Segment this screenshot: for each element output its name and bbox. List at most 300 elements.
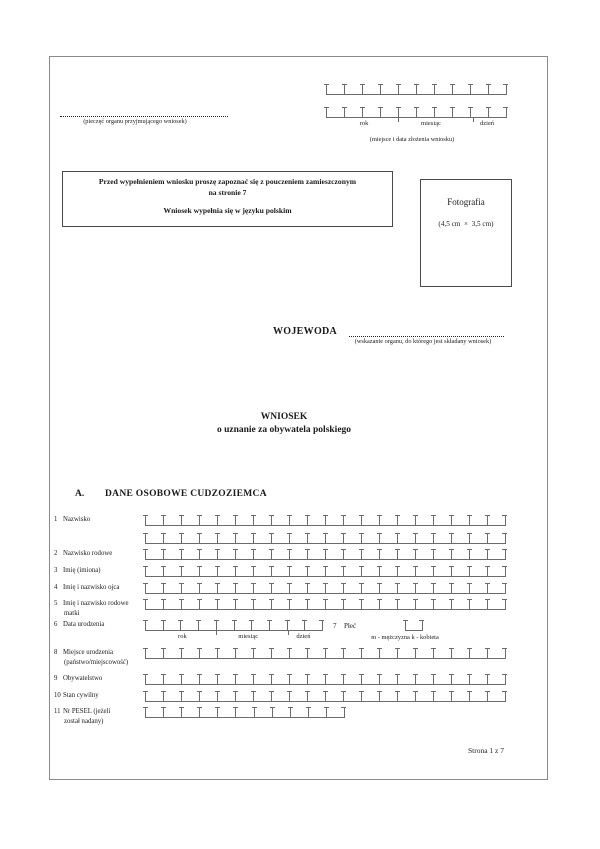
char-cell <box>163 599 181 609</box>
char-cell <box>433 566 451 576</box>
sex-field-label: Płeć <box>344 622 357 630</box>
char-cell <box>325 533 343 543</box>
char-cell <box>433 599 451 609</box>
field-label-text: Imię (imiona) <box>63 567 101 574</box>
submission-place-boxes <box>326 84 507 95</box>
date-group-tick <box>288 631 289 635</box>
char-cell <box>181 583 199 593</box>
char-cell <box>452 84 470 94</box>
field-label-text: Miejsce urodzenia <box>63 649 114 656</box>
char-cell <box>289 691 307 701</box>
char-cell <box>269 620 287 630</box>
char-cell <box>433 583 451 593</box>
char-cell <box>217 648 235 658</box>
char-cell <box>307 549 325 559</box>
char-cell <box>145 549 163 559</box>
char-cell <box>235 515 253 525</box>
char-cell <box>271 674 289 684</box>
answer-boxes-field-4 <box>145 583 506 594</box>
field-label-4 <box>54 584 119 591</box>
char-cell <box>398 107 416 117</box>
char-cell <box>163 691 181 701</box>
field-label-5 <box>54 600 129 607</box>
char-cell <box>379 599 397 609</box>
field-number: 11 <box>54 708 61 715</box>
notice-box <box>62 171 393 227</box>
char-cell <box>234 620 252 630</box>
char-cell <box>163 620 181 630</box>
char-cell <box>163 549 181 559</box>
label-rok: rok <box>359 120 369 127</box>
answer-boxes-field-5 <box>145 599 506 610</box>
char-cell <box>343 674 361 684</box>
char-cell <box>217 707 235 717</box>
char-cell <box>304 620 322 630</box>
char-cell <box>307 583 325 593</box>
char-cell <box>433 674 451 684</box>
answer-boxes-field-11 <box>145 707 345 718</box>
char-cell <box>379 648 397 658</box>
field-number: 3 <box>54 567 58 574</box>
field-label-text: Stan cywilny <box>63 692 99 699</box>
char-cell <box>307 674 325 684</box>
char-cell <box>487 566 505 576</box>
addressee-label: WOJEWODA <box>273 326 338 337</box>
char-cell <box>379 674 397 684</box>
char-cell <box>145 533 163 543</box>
char-cell <box>217 533 235 543</box>
char-cell <box>434 107 452 117</box>
char-cell <box>433 533 451 543</box>
date-group-tick <box>216 631 217 635</box>
sex-answer-box <box>405 620 423 631</box>
field-label-text: Imię i nazwisko rodowe <box>63 600 129 607</box>
char-cell <box>433 515 451 525</box>
char-cell <box>253 533 271 543</box>
char-cell <box>397 515 415 525</box>
char-cell <box>325 691 343 701</box>
char-cell <box>145 566 163 576</box>
char-cell <box>434 84 452 94</box>
char-cell <box>217 583 235 593</box>
char-cell <box>199 515 217 525</box>
char-cell <box>343 566 361 576</box>
char-cell <box>452 107 470 117</box>
field-number: 2 <box>54 550 58 557</box>
char-cell <box>235 648 253 658</box>
char-cell <box>415 648 433 658</box>
char-cell <box>362 107 380 117</box>
field-label-10 <box>54 692 99 699</box>
char-cell <box>379 549 397 559</box>
field-label-line2: (państwo/miejscowość) <box>64 659 129 666</box>
char-cell <box>307 533 325 543</box>
char-cell <box>199 648 217 658</box>
char-cell <box>361 533 379 543</box>
char-cell <box>397 566 415 576</box>
form-title-line-1: WNIOSEK <box>260 412 308 422</box>
field-label-11 <box>54 708 110 715</box>
char-cell <box>361 648 379 658</box>
answer-boxes-field-8 <box>145 648 506 659</box>
char-cell <box>289 549 307 559</box>
char-cell <box>145 691 163 701</box>
char-cell <box>217 599 235 609</box>
char-cell <box>487 533 505 543</box>
field-label-8 <box>54 649 113 656</box>
char-cell <box>487 648 505 658</box>
photo-title: Fotografia <box>447 197 485 207</box>
char-cell <box>145 515 163 525</box>
char-cell <box>217 566 235 576</box>
char-cell <box>145 707 163 717</box>
char-cell <box>487 549 505 559</box>
date-group-tick <box>473 118 474 122</box>
addressee-caption: (wskazanie organu, do którego jest składany wniosek) <box>354 338 492 345</box>
char-cell <box>181 599 199 609</box>
char-cell <box>199 599 217 609</box>
char-cell <box>235 533 253 543</box>
char-cell <box>289 583 307 593</box>
char-cell <box>487 674 505 684</box>
char-cell <box>181 515 199 525</box>
field-label-6 <box>54 621 104 628</box>
char-cell <box>325 648 343 658</box>
char-cell <box>469 691 487 701</box>
char-cell <box>253 599 271 609</box>
char-cell <box>253 648 271 658</box>
char-cell <box>379 583 397 593</box>
char-cell <box>235 566 253 576</box>
char-cell <box>343 583 361 593</box>
answer-boxes-field-10 <box>145 691 506 702</box>
char-cell <box>145 599 163 609</box>
char-cell <box>217 549 235 559</box>
char-cell <box>145 674 163 684</box>
char-cell <box>469 533 487 543</box>
char-cell <box>469 674 487 684</box>
char-cell <box>433 691 451 701</box>
char-cell <box>397 599 415 609</box>
char-cell <box>217 691 235 701</box>
label-miesiąc: miesiąc <box>238 633 259 640</box>
char-cell <box>379 515 397 525</box>
char-cell <box>289 533 307 543</box>
char-cell <box>289 599 307 609</box>
char-cell <box>235 583 253 593</box>
answer-boxes-field-1-cont <box>145 533 506 544</box>
date-group-tick <box>398 118 399 122</box>
char-cell <box>451 583 469 593</box>
char-cell <box>325 599 343 609</box>
form-title <box>49 411 519 437</box>
char-cell <box>199 566 217 576</box>
char-cell <box>287 620 305 630</box>
section-a-number: A. <box>75 489 85 499</box>
char-cell <box>415 599 433 609</box>
submission-date-boxes <box>326 107 507 118</box>
char-cell <box>251 620 269 630</box>
sex-legend: m - mężczyzna k - kobieta <box>371 634 439 641</box>
char-cell <box>469 566 487 576</box>
char-cell <box>181 674 199 684</box>
char-cell <box>361 515 379 525</box>
field-label-line2: został nadany) <box>64 718 104 725</box>
char-cell <box>217 515 235 525</box>
char-cell <box>181 533 199 543</box>
char-cell <box>397 583 415 593</box>
answer-boxes-field-1 <box>145 515 506 526</box>
field-label-text: Imię i nazwisko ojca <box>63 584 120 591</box>
char-cell <box>326 84 344 94</box>
char-cell <box>271 566 289 576</box>
char-cell <box>181 691 199 701</box>
char-cell <box>254 707 272 717</box>
char-cell <box>398 84 416 94</box>
char-cell <box>469 583 487 593</box>
field-number: 5 <box>54 600 58 607</box>
char-cell <box>343 648 361 658</box>
field-label-text: Nazwisko rodowe <box>63 550 113 557</box>
char-cell <box>290 707 308 717</box>
char-cell <box>271 549 289 559</box>
char-cell <box>343 515 361 525</box>
char-cell <box>307 691 325 701</box>
char-cell <box>199 549 217 559</box>
answer-boxes-field-9 <box>145 674 506 685</box>
char-cell <box>361 583 379 593</box>
photo-box <box>420 179 512 287</box>
char-cell <box>451 515 469 525</box>
char-cell <box>163 707 181 717</box>
char-cell <box>415 515 433 525</box>
char-cell <box>451 691 469 701</box>
char-cell <box>451 648 469 658</box>
char-cell <box>235 549 253 559</box>
char-cell <box>199 691 217 701</box>
char-cell <box>487 691 505 701</box>
addressee-dotted-line <box>349 328 504 337</box>
char-cell <box>379 691 397 701</box>
char-cell <box>307 648 325 658</box>
char-cell <box>198 620 216 630</box>
char-cell <box>163 566 181 576</box>
char-cell <box>361 674 379 684</box>
char-cell <box>271 691 289 701</box>
char-cell <box>307 599 325 609</box>
char-cell <box>405 620 422 630</box>
char-cell <box>487 583 505 593</box>
char-cell <box>271 648 289 658</box>
char-cell <box>326 107 344 117</box>
char-cell <box>343 549 361 559</box>
char-cell <box>415 566 433 576</box>
char-cell <box>289 648 307 658</box>
char-cell <box>163 648 181 658</box>
notice-line-1: Przed wypełnieniem wniosku proszę zapoznać się z pouczeniem zamieszczonym <box>98 177 357 186</box>
photo-size: (4,5 cm × 3,5 cm) <box>438 220 494 228</box>
char-cell <box>325 674 343 684</box>
char-cell <box>361 599 379 609</box>
field-number: 1 <box>54 516 58 523</box>
char-cell <box>361 549 379 559</box>
field-label-text: Nr PESEL (jeżeli <box>63 708 111 715</box>
answer-boxes-field-6 <box>145 620 323 631</box>
stamp-caption: (pieczęć organu przyjmującego wniosek) <box>83 118 187 125</box>
char-cell <box>470 107 488 117</box>
notice-line-2: na stronie 7 <box>208 187 247 197</box>
field-label-text: Data urodzenia <box>63 621 105 628</box>
char-cell <box>379 566 397 576</box>
char-cell <box>181 549 199 559</box>
field-label-3 <box>54 567 101 574</box>
field-number: 8 <box>54 649 58 656</box>
char-cell <box>469 599 487 609</box>
char-cell <box>271 583 289 593</box>
answer-boxes-field-2 <box>145 549 506 560</box>
char-cell <box>415 583 433 593</box>
field-label-text: Obywatelstwo <box>63 675 103 682</box>
char-cell <box>199 583 217 593</box>
char-cell <box>163 674 181 684</box>
char-cell <box>343 599 361 609</box>
answer-boxes-field-3 <box>145 566 506 577</box>
char-cell <box>379 533 397 543</box>
field-label-9 <box>54 675 102 682</box>
char-cell <box>199 707 217 717</box>
char-cell <box>217 674 235 684</box>
char-cell <box>469 515 487 525</box>
char-cell <box>397 648 415 658</box>
char-cell <box>235 674 253 684</box>
char-cell <box>469 648 487 658</box>
char-cell <box>415 549 433 559</box>
char-cell <box>325 583 343 593</box>
field-label-2 <box>54 550 112 557</box>
char-cell <box>235 691 253 701</box>
label-miesiac: miesiąc <box>421 120 441 127</box>
char-cell <box>253 674 271 684</box>
char-cell <box>433 549 451 559</box>
char-cell <box>380 84 398 94</box>
char-cell <box>397 549 415 559</box>
label-rok: rok <box>178 633 187 640</box>
char-cell <box>344 84 362 94</box>
page-indicator: Strona 1 z 7 <box>467 746 505 755</box>
char-cell <box>271 515 289 525</box>
char-cell <box>433 648 451 658</box>
field-label-text: Nazwisko <box>63 516 91 523</box>
label-dzien: dzień <box>480 120 495 127</box>
char-cell <box>416 84 434 94</box>
field-number: 4 <box>54 584 58 591</box>
char-cell <box>397 533 415 543</box>
char-cell <box>361 691 379 701</box>
char-cell <box>180 620 198 630</box>
date-unit-labels <box>326 120 507 128</box>
char-cell <box>145 583 163 593</box>
char-cell <box>325 515 343 525</box>
char-cell <box>451 549 469 559</box>
char-cell <box>289 566 307 576</box>
birthdate-unit-labels <box>145 633 323 641</box>
field-number: 6 <box>54 621 58 628</box>
char-cell <box>344 107 362 117</box>
char-cell <box>488 84 506 94</box>
char-cell <box>181 648 199 658</box>
char-cell <box>380 107 398 117</box>
char-cell <box>415 533 433 543</box>
stamp-dotted-line <box>60 108 228 117</box>
char-cell <box>272 707 290 717</box>
char-cell <box>416 107 434 117</box>
char-cell <box>415 674 433 684</box>
char-cell <box>487 515 505 525</box>
notice-line-3: Wniosek wypełnia się w języku polskim <box>163 206 292 215</box>
char-cell <box>487 599 505 609</box>
char-cell <box>163 583 181 593</box>
char-cell <box>326 707 344 717</box>
char-cell <box>271 599 289 609</box>
char-cell <box>181 566 199 576</box>
char-cell <box>253 691 271 701</box>
char-cell <box>289 674 307 684</box>
label-dzień: dzień <box>296 633 311 640</box>
char-cell <box>145 620 163 630</box>
char-cell <box>361 566 379 576</box>
char-cell <box>289 515 307 525</box>
char-cell <box>343 691 361 701</box>
char-cell <box>469 549 487 559</box>
char-cell <box>253 566 271 576</box>
field-number: 10 <box>54 692 61 699</box>
field-label-line2: matki <box>64 610 80 617</box>
char-cell <box>307 515 325 525</box>
char-cell <box>451 599 469 609</box>
section-a-title: DANE OSOBOWE CUDZOZIEMCA <box>105 489 267 499</box>
char-cell <box>451 674 469 684</box>
char-cell <box>181 707 199 717</box>
char-cell <box>163 515 181 525</box>
char-cell <box>470 84 488 94</box>
char-cell <box>451 533 469 543</box>
char-cell <box>216 620 234 630</box>
char-cell <box>415 691 433 701</box>
char-cell <box>362 84 380 94</box>
char-cell <box>308 707 326 717</box>
char-cell <box>325 549 343 559</box>
char-cell <box>325 566 343 576</box>
char-cell <box>235 707 253 717</box>
char-cell <box>199 533 217 543</box>
submission-caption: (miejsce i data złożenia wniosku) <box>369 136 455 143</box>
char-cell <box>145 648 163 658</box>
form-title-line-2: o uznanie za obywatela polskiego <box>216 425 352 435</box>
char-cell <box>253 549 271 559</box>
char-cell <box>343 533 361 543</box>
char-cell <box>163 533 181 543</box>
char-cell <box>253 583 271 593</box>
char-cell <box>397 691 415 701</box>
char-cell <box>271 533 289 543</box>
char-cell <box>307 566 325 576</box>
char-cell <box>488 107 506 117</box>
field-label-1 <box>54 516 90 523</box>
char-cell <box>451 566 469 576</box>
char-cell <box>235 599 253 609</box>
char-cell <box>199 674 217 684</box>
field-number: 9 <box>54 675 58 682</box>
